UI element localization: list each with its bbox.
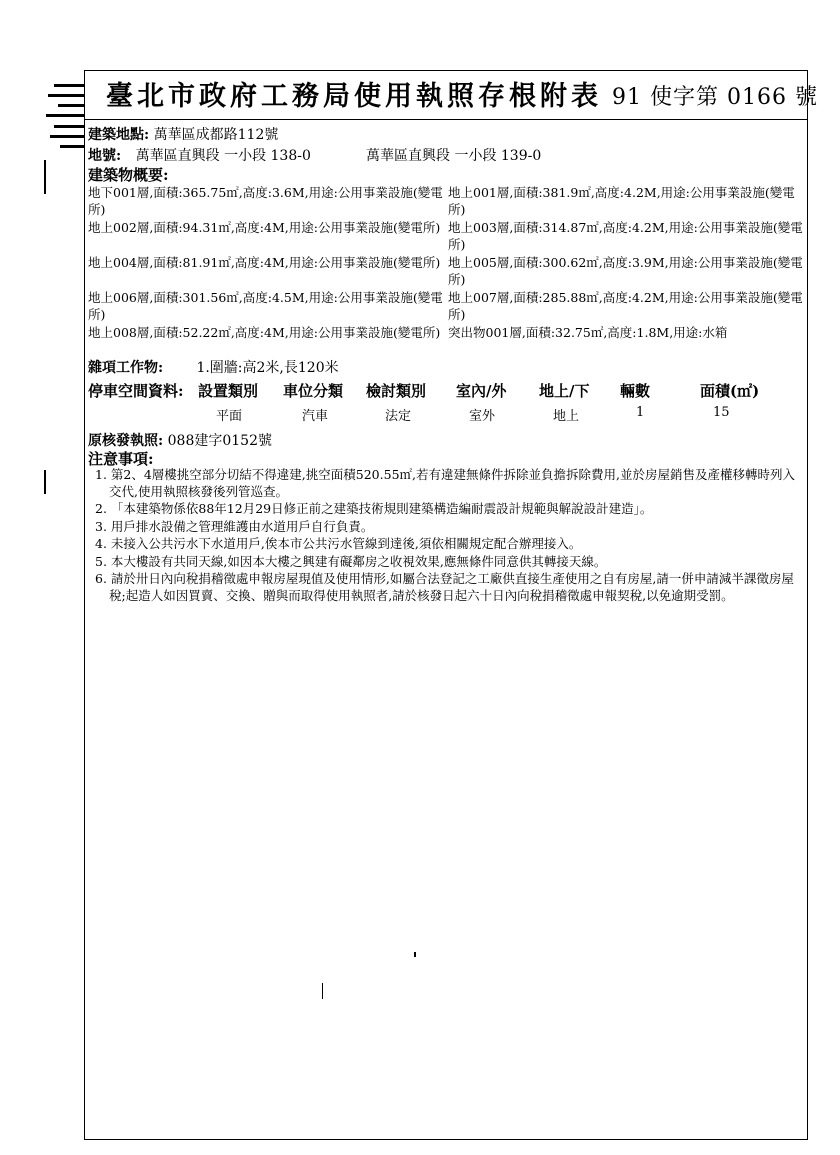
original-permit-label: 原核發執照: (88, 433, 164, 449)
parking-cell: 平面 (216, 409, 243, 424)
note-item: 2. 「本建築物係依88年12月29日修正前之建築技術規則建築構造編耐震設計規範與解說設計建造」。 (95, 501, 653, 516)
floor-entry: 突出物001層,面積:32.75㎡,高度:1.8M,用途:水箱 (448, 325, 728, 340)
notes-label: 注意事項: (88, 450, 154, 468)
floor-entry: 地上003層,面積:314.87㎡,高度:4.2M,用途:公用事業設施(變電所) (448, 220, 803, 252)
scan-speck (414, 952, 416, 957)
floor-entry: 地下001層,面積:365.75㎡,高度:3.6M,用途:公用事業設施(變電所) (88, 185, 443, 217)
location-label: 建築地點: (88, 127, 150, 143)
permit-number: 91 使字第 0166 號 (612, 85, 818, 110)
note-item: 6. 請於卅日內向稅捐稽徵處申報房屋現值及使用情形,如屬合法登記之工廠供直接生產使用之自有房屋,請一併申請減半課徵房屋稅;起造人如因買賣、交換、贈與而取得使用執照者,請於核發日起六十日內向稅捐稽徵處申報契稅,以免逾期受罰。 (95, 571, 794, 603)
floor-table (88, 184, 803, 341)
parking-cell: 15 (713, 405, 730, 420)
original-permit-value: 088建字0152號 (167, 433, 272, 449)
floor-entry: 地上002層,面積:94.31㎡,高度:4M,用途:公用事業設施(變電所) (88, 220, 441, 235)
lot-value: 萬華區直興段 一小段 139-0 (366, 148, 542, 164)
parking-label: 停車空間資料: (88, 382, 184, 400)
floor-entry: 地上007層,面積:285.88㎡,高度:4.2M,用途:公用事業設施(變電所) (448, 290, 803, 322)
building-overview-label: 建築物概要: (88, 166, 169, 184)
location-row (88, 124, 278, 144)
notes-list (95, 467, 803, 605)
floor-entry: 地上006層,面積:301.56㎡,高度:4.5M,用途:公用事業設施(變電所) (88, 290, 443, 322)
document-title: 臺北市政府工務局使用執照存根附表 (106, 81, 602, 112)
parking-cell: 地上 (553, 409, 580, 424)
binding-stamp-mark (44, 80, 84, 152)
parking-column-header: 輛數 (620, 382, 651, 400)
parking-cell: 汽車 (302, 409, 329, 424)
parking-column-header: 室內/外 (456, 382, 507, 400)
parking-column-header: 車位分類 (283, 382, 344, 400)
misc-works-row (88, 357, 339, 377)
note-item: 5. 本大樓設有共同天線,如因本大樓之興建有礙鄰房之收視效果,應無條件同意供其轉接天線。 (95, 553, 607, 569)
location-value: 萬華區成都路112號 (153, 127, 279, 143)
parking-data-row (88, 405, 803, 425)
note-item: 3. 用戶排水設備之管理維護由水道用戶自行負責。 (95, 518, 374, 534)
scan-speck (322, 983, 323, 999)
parking-column-header: 設置類別 (198, 382, 259, 400)
note-item: 1. 第2、4層樓挑空部分切結不得違建,挑空面積520.55㎡,若有違建無條件拆除並負擔拆除費用,並於房屋銷售及產權移轉時列入交代,使用執照核發後列管巡查。 (95, 467, 795, 499)
parking-column-header: 檢討類別 (366, 382, 427, 400)
misc-works-value: 1.圍牆:高2米,長120米 (196, 360, 339, 376)
lot-value: 萬華區直興段 一小段 138-0 (135, 148, 311, 164)
parking-column-header: 面積(㎡) (700, 382, 760, 400)
margin-mark (44, 470, 46, 494)
margin-mark (44, 160, 46, 194)
lot-label: 地號: (88, 148, 122, 164)
parking-cell: 室外 (469, 409, 496, 424)
floor-entry: 地上004層,面積:81.91㎡,高度:4M,用途:公用事業設施(變電所) (88, 255, 441, 270)
note-item: 4. 未接入公共污水下水道用戶,俟本市公共污水管線到達後,須依相關規定配合辦理接入。 (95, 536, 582, 551)
misc-works-label: 雜項工作物: (88, 360, 164, 376)
floor-entry: 地上001層,面積:381.9㎡,高度:4.2M,用途:公用事業設施(變電所) (448, 185, 795, 217)
lot-row (88, 145, 803, 165)
parking-cell: 法定 (385, 409, 412, 424)
parking-column-header: 地上/下 (539, 382, 590, 400)
header-divider (84, 119, 808, 120)
floor-entry: 地上008層,面積:52.22㎡,高度:4M,用途:公用事業設施(變電所) (88, 325, 441, 340)
original-permit-row (88, 430, 272, 450)
parking-cell: 1 (636, 405, 645, 420)
floor-entry: 地上005層,面積:300.62㎡,高度:3.9M,用途:公用事業設施(變電所) (448, 255, 803, 287)
parking-header-row (88, 380, 803, 402)
